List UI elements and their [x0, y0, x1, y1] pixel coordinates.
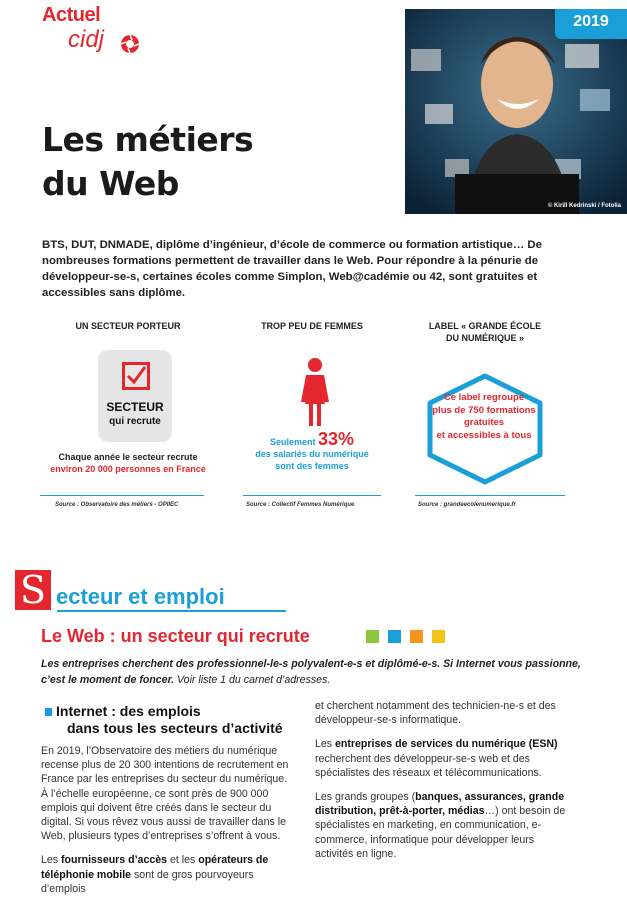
- section-title: ecteur et emploi: [56, 584, 225, 609]
- p5-bold: banques, assurances, grande distribution, prêt-à-porter, médias: [315, 791, 565, 818]
- paragraph-3: et cherchent notamment des technicien-ne-s et des développeur-se-s informatique.: [315, 700, 556, 727]
- col3-source: Source : grandeecolenumerique.fr: [418, 502, 516, 508]
- p2-post: sont de gros pourvoyeurs d’emplois: [41, 868, 254, 895]
- sector-card-subtitle: qui recrute: [109, 416, 161, 427]
- col1-text-line2: environ 20 000 personnes en France: [50, 464, 206, 474]
- p2-pre: Les: [41, 854, 62, 867]
- p2-mid: et les: [167, 854, 199, 867]
- logo-cidj-text: cidj: [68, 26, 105, 53]
- col1-text-line1: Chaque année le secteur recrute: [58, 452, 198, 462]
- title-line-1: Les métiers: [42, 120, 254, 159]
- intro-paragraph: BTS, DUT, DNMADE, diplôme d’ingénieur, d’école de commerce ou formation artistique… De nombreuses formations permettent de travailler dans le Web. Pour répondre à la pénurie de développeur-se-s, certaines écoles comme Simplon, Web@cadémie ou 42, sont gratuites et accessibles sans diplôme.: [42, 239, 542, 299]
- p4-bold: entreprises de services du numérique (ESN): [335, 738, 558, 751]
- section-subtitle: Le Web : un secteur qui recrute: [41, 626, 310, 646]
- col3-heading-line2: DU NUMÉRIQUE »: [445, 333, 524, 343]
- brand-logo: [42, 4, 152, 64]
- col2-text-line1: des salariés du numérique: [255, 449, 369, 459]
- title-line-2: du Web: [42, 164, 179, 203]
- sector-card-title: SECTEUR: [106, 400, 164, 414]
- info-column-women: [222, 320, 402, 332]
- hexagon-text: [430, 392, 538, 442]
- paragraph-4: [315, 737, 567, 780]
- woman-icon: [298, 358, 332, 428]
- p2-bold-1: fournisseurs d’accès: [61, 854, 168, 867]
- paragraph-2: [41, 853, 295, 896]
- page-title: [42, 118, 253, 206]
- info-column-sector: [38, 320, 218, 332]
- article-heading-line1: Internet : des emplois: [56, 703, 201, 719]
- article-heading-line2: dans tous les secteurs d’activité: [67, 720, 283, 736]
- col1-text: [38, 451, 218, 475]
- col2-heading: TROP PEU DE FEMMES: [261, 321, 363, 331]
- col3-heading-line1: LABEL « GRANDE ÉCOLE: [428, 321, 542, 331]
- hero-illustration: [405, 9, 627, 214]
- article-heading: [45, 703, 283, 737]
- hex-line3: gratuites: [463, 417, 505, 428]
- checkbox-icon: [122, 362, 150, 390]
- hex-line4: et accessibles à tous: [436, 429, 532, 441]
- article-right-column: [315, 699, 567, 871]
- green-square-icon: [366, 630, 379, 643]
- info-column-label: [395, 320, 575, 344]
- photo-credit: © Kirill Kedrinski / Fotolia: [547, 203, 621, 209]
- hero-photo: [405, 9, 627, 214]
- col1-divider: [40, 495, 204, 496]
- yellow-square-icon: [432, 630, 445, 643]
- col2-percent: 33%: [317, 429, 355, 449]
- year-badge: 2019: [555, 9, 627, 39]
- col1-heading: UN SECTEUR PORTEUR: [75, 321, 181, 331]
- p5-pre: Les grands groupes (: [315, 791, 416, 804]
- hex-line2: plus de 750 formations: [432, 404, 536, 416]
- sector-card: [98, 350, 172, 442]
- col2-prefix: Seulement: [269, 437, 318, 447]
- orange-square-icon: [410, 630, 423, 643]
- col3-divider: [415, 495, 565, 496]
- logo-actuel-text: Actuel: [42, 4, 101, 26]
- article-left-column: [41, 744, 295, 902]
- section-dropcap: S: [15, 570, 51, 610]
- lead-reference: Voir liste 1 du carnet d’adresses.: [174, 674, 331, 686]
- col2-text-line2: sont des femmes: [275, 461, 349, 471]
- p2-bold-2: opérateurs de téléphonie mobile: [41, 854, 269, 881]
- p4-post: recherchent des développeur-se-s web et des spécialistes des réseaux et télécommunications.: [315, 752, 542, 779]
- blue-square-icon: [388, 630, 401, 643]
- section-lead: [41, 656, 581, 688]
- camera-shutter-icon: [120, 34, 140, 54]
- col2-divider: [243, 495, 381, 496]
- col2-text: [222, 429, 402, 472]
- col2-stat: [222, 429, 402, 449]
- col1-source: Source : Observatoire des métiers - OPIIEC: [55, 502, 179, 508]
- hex-line1: Ce label regroupe: [443, 392, 525, 403]
- p5-post: …) ont besoin de spécialistes en marketing, en communication, e-commerce, informatique pour développer leurs activités en ligne.: [315, 805, 566, 860]
- checkmark-icon: [125, 365, 147, 387]
- paragraph-5: [315, 790, 567, 861]
- section-underline: [57, 610, 286, 612]
- p4-pre: Les: [315, 738, 336, 751]
- paragraph-1: En 2019, l’Observatoire des métiers du numérique recense plus de 20 300 intentions de recrutement en France par les entreprises du secteur du numérique. À l’échelle européenne, ce sont près de 900 000 emplois qui doivent être créés dans le secteur du digital. Si vous rêvez vous aussi de travailler dans le Web, plusieurs types d’entreprises s’offrent à vous.: [41, 745, 289, 843]
- lead-text: Les entreprises cherchent des professionnel-le-s polyvalent-e-s et diplômé-e-s. Si Internet vous passionne, c’est le moment de foncer.: [41, 658, 581, 686]
- col2-source: Source : Collectif Femmes Numérique: [246, 502, 355, 508]
